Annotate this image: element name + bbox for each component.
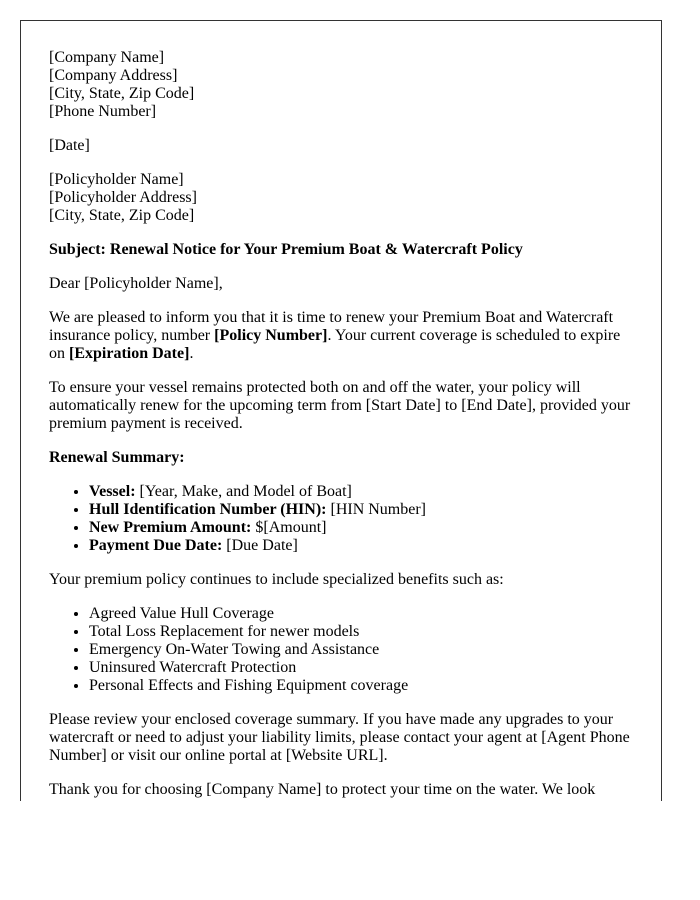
sender-company-address: [Company Address] bbox=[49, 67, 178, 84]
benefit-item: • Emergency On-Water Towing and Assistance bbox=[89, 641, 633, 659]
summary-label: Vessel: bbox=[89, 483, 136, 500]
sender-city-state-zip: [City, State, Zip Code] bbox=[49, 85, 195, 102]
document-viewport bbox=[20, 20, 662, 801]
recipient-address: [Policyholder Address] bbox=[49, 189, 197, 206]
summary-item-due-date bbox=[89, 537, 633, 555]
renewal-letter bbox=[20, 20, 662, 801]
summary-value: [Year, Make, and Model of Boat] bbox=[135, 483, 352, 500]
sender-address-block bbox=[49, 49, 633, 121]
intro-paragraph bbox=[49, 309, 633, 363]
letter-date: [Date] bbox=[49, 137, 90, 154]
summary-label: Payment Due Date: bbox=[89, 537, 223, 554]
benefit-item: • Uninsured Watercraft Protection bbox=[89, 659, 633, 677]
policy-number: [Policy Number] bbox=[214, 327, 328, 344]
summary-value: [Due Date] bbox=[222, 537, 298, 554]
date-block bbox=[49, 137, 633, 155]
recipient-name: [Policyholder Name] bbox=[49, 171, 184, 188]
benefits-list bbox=[49, 605, 633, 695]
sender-phone-number: [Phone Number] bbox=[49, 103, 157, 120]
recipient-address-block bbox=[49, 171, 633, 225]
renewal-summary-list bbox=[49, 483, 633, 555]
sender-company-name: [Company Name] bbox=[49, 49, 165, 66]
salutation: Dear [Policyholder Name], bbox=[49, 275, 223, 292]
closing-paragraph: Thank you for choosing [Company Name] to protect your time on the water. We look bbox=[49, 781, 596, 798]
renewal-summary-heading: Renewal Summary: bbox=[49, 449, 185, 466]
benefit-item: • Agreed Value Hull Coverage bbox=[89, 605, 633, 623]
subject-line: Subject: Renewal Notice for Your Premium Boat & Watercraft Policy bbox=[49, 241, 523, 258]
benefit-item: • Total Loss Replacement for newer models bbox=[89, 623, 633, 641]
summary-item-premium bbox=[89, 519, 633, 537]
intro-text-1: We are pleased to inform you that it is time to renew your Premium Boat and Watercraft insurance policy, number bbox=[49, 309, 614, 344]
summary-item-hin bbox=[89, 501, 633, 519]
summary-item-vessel bbox=[89, 483, 633, 501]
renewal-term-paragraph: To ensure your vessel remains protected both on and off the water, your policy will automatically renew for the upcoming term from [Start Date] to [End Date], provided your premium payment is received. bbox=[49, 379, 631, 432]
recipient-city-state-zip: [City, State, Zip Code] bbox=[49, 207, 195, 224]
summary-value: $[Amount] bbox=[251, 519, 327, 536]
benefit-item: • Personal Effects and Fishing Equipment coverage bbox=[89, 677, 633, 695]
intro-text-3: . bbox=[189, 345, 194, 362]
summary-value: [HIN Number] bbox=[326, 501, 427, 518]
summary-label: Hull Identification Number (HIN): bbox=[89, 501, 327, 518]
review-paragraph: Please review your enclosed coverage summary. If you have made any upgrades to your watercraft or need to adjust your liability limits, please contact your agent at [Agent Phone Number] or visit our online portal at [Website URL]. bbox=[49, 711, 630, 764]
summary-label: New Premium Amount: bbox=[89, 519, 252, 536]
expiration-date: [Expiration Date] bbox=[69, 345, 190, 362]
intro-text-2: . Your current coverage is scheduled to expire on bbox=[49, 327, 621, 362]
benefits-intro: Your premium policy continues to include specialized benefits such as: bbox=[49, 571, 504, 588]
